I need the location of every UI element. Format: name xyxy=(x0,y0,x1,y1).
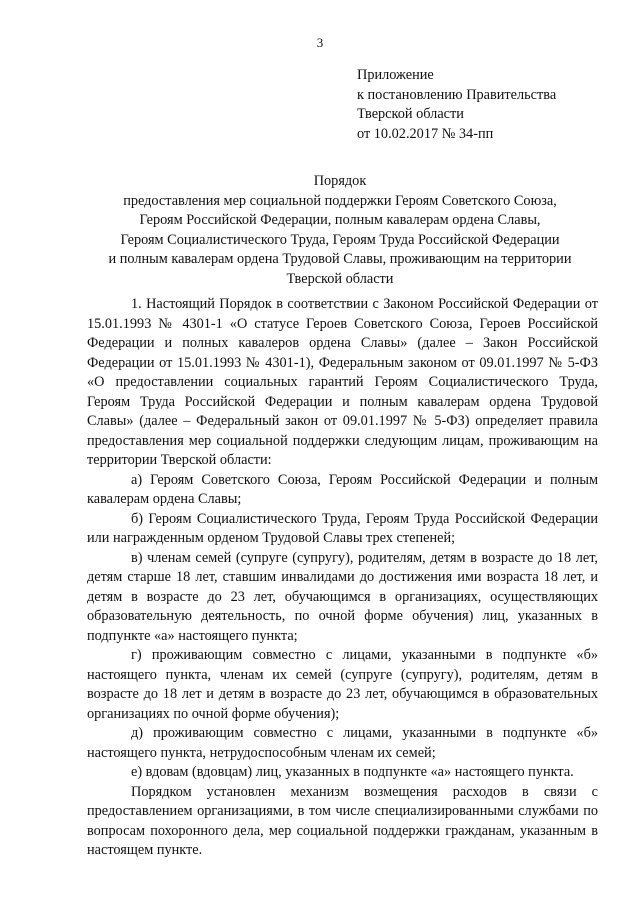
title-heading: Порядок xyxy=(313,173,367,189)
subitem-e: е) вдовам (вдовцам) лиц, указанных в подпункте «а» настоящего пункта. xyxy=(131,764,574,780)
appendix-block xyxy=(357,66,617,144)
appendix-line-1: Приложение xyxy=(357,67,434,83)
document-title xyxy=(60,172,620,289)
subitem-g: г) проживающим совместно с лицами, указанными в подпункте «б» настоящего пункта, членам их семей (супруге (супругу), родителям, детям в возрасте до 18 лет и детям в возрасте до 23 лет, обучающимся в образовательных организациях по очной форме обучения); xyxy=(87,647,598,722)
appendix-line-4: от 10.02.2017 № 34-пп xyxy=(357,125,494,142)
subitem-d: д) проживающим совместно с лицами, указанными в подпункте «б» настоящего пункта, нетрудоспособным членам их семей; xyxy=(87,725,598,761)
document-body xyxy=(87,295,598,861)
title-line-4: и полным кавалерам ордена Трудовой Славы, проживающим на территории xyxy=(108,251,572,267)
title-line-3: Героям Социалистического Труда, Героям Труда Российской Федерации xyxy=(120,231,560,248)
appendix-line-3: Тверской области xyxy=(357,106,464,122)
title-line-2: Героям Российской Федерации, полным кавалерам ордена Славы, xyxy=(139,212,541,228)
page-number: 3 xyxy=(316,35,324,50)
paragraph-1: 1. Настоящий Порядок в соответствии с Законом Российской Федерации от 15.01.1993 № 4301-1 «О статусе Героев Советского Союза, Героев Российской Федерации и полных кавалеров ордена Славы» (далее – Закон Российской Федерации от 15.01.1993 № 4301-1), Федеральным законом от 09.01.1997 № 5-ФЗ «О предоставлении социальных гарантий Героям Социалистического Труда, Героям Труда Российской Федерации и полным кавалерам ордена Трудовой Славы» (далее – Федеральный закон от 09.01.1997 № 5-ФЗ) определяет правила предоставления мер социальной поддержки следующим лицам, проживающим на территории Тверской области: xyxy=(87,296,598,468)
appendix-line-2: к постановлению Правительства xyxy=(357,86,557,103)
subitem-v: в) членам семей (супруге (супругу), родителям, детям в возрасте до 18 лет, детям старше 18 лет, ставшим инвалидами до достижения ими возраста 18 лет, и детям в возрасте до 23 лет, обучающимся в организациях, осуществляющих образовательную деятельность, по очной форме обучения) лиц, указанных в подпункте «а» настоящего пункта; xyxy=(87,549,598,644)
title-line-1: предоставления мер социальной поддержки Героям Советского Союза, xyxy=(123,192,557,209)
title-line-5: Тверской области xyxy=(286,270,394,287)
subitem-a: а) Героям Советского Союза, Героям Российской Федерации и полным кавалерам ордена Славы; xyxy=(87,471,598,507)
paragraph-closing: Порядком установлен механизм возмещения расходов в связи с предоставлением организациями, в том числе специализированными службами по вопросам похоронного дела, мер социальной поддержки гражданам, указанным в настоящем пункте. xyxy=(87,783,598,858)
subitem-b: б) Героям Социалистического Труда, Героям Труда Российской Федерации или награжденным орденом Трудовой Славы трех степеней; xyxy=(87,510,598,546)
